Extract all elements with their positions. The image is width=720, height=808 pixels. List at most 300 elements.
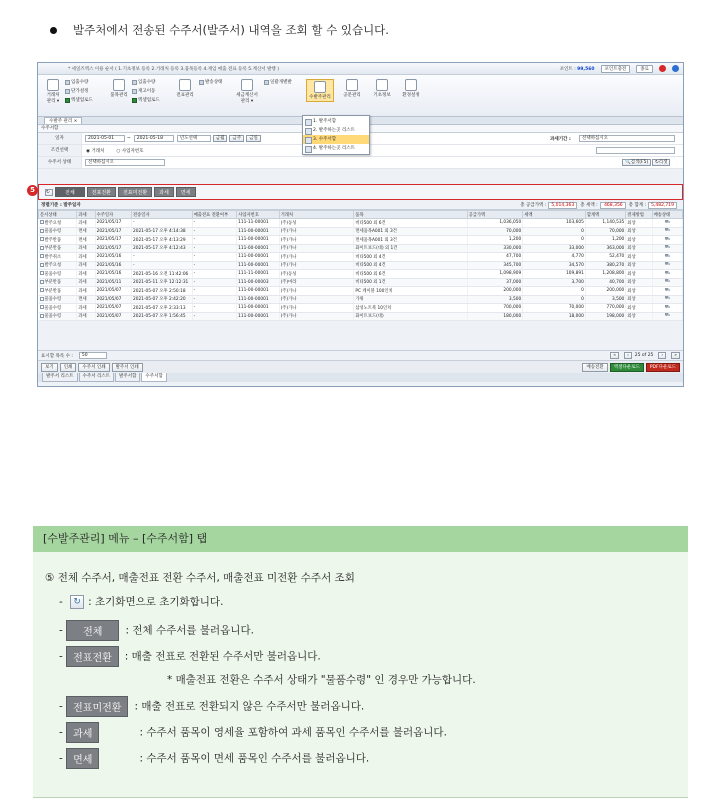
table-cell: 발주취소 xyxy=(39,253,77,262)
table-cell: 180,000 xyxy=(467,312,523,321)
row-checkbox[interactable] xyxy=(40,263,44,267)
row-checkbox[interactable] xyxy=(40,254,44,258)
table-cell: - xyxy=(192,270,236,279)
table-cell: (주)마라 xyxy=(279,278,354,287)
order-icon xyxy=(314,81,326,93)
move-icon xyxy=(132,89,137,94)
table-cell: 외상 xyxy=(626,270,652,279)
table-cell: 과세 xyxy=(77,219,95,228)
tax-value: 468,356 xyxy=(600,202,626,209)
table-row[interactable] xyxy=(39,244,683,253)
table-cell: 700,000 xyxy=(467,304,523,313)
delivery-icon: ⛟ xyxy=(652,287,682,296)
table-cell: - xyxy=(192,236,236,245)
rows-select[interactable]: 50 xyxy=(79,352,107,359)
table-cell: 과세 xyxy=(77,261,95,270)
table-cell: (주)가나 xyxy=(279,287,354,296)
table-cell: - xyxy=(131,261,192,270)
table-cell: (주)가나 xyxy=(279,253,354,262)
table-cell: 1,098,909 xyxy=(467,270,523,279)
stock-icon xyxy=(65,80,70,85)
table-cell: 52,470 xyxy=(585,253,625,262)
table-cell: 과세 xyxy=(77,304,95,313)
excel-icon xyxy=(132,98,137,103)
table-cell: 2021/05/16 xyxy=(95,261,131,270)
row-checkbox[interactable] xyxy=(40,305,44,309)
table-cell: 삼성노트북 10인치 xyxy=(354,304,467,313)
table-cell: 물품수령 xyxy=(39,295,77,304)
delivery-icon: ⛟ xyxy=(652,227,682,236)
date-from-input[interactable]: 2021-05-01 xyxy=(85,135,125,142)
table-cell: 111-00-00001 xyxy=(237,236,279,245)
table-cell: 외상 xyxy=(626,219,652,228)
table-row[interactable] xyxy=(39,236,683,245)
row-checkbox[interactable] xyxy=(40,271,44,275)
tax-label: 총 세액 : xyxy=(580,203,598,208)
table-cell: (주)동성 xyxy=(279,270,354,279)
titlebar xyxy=(38,63,683,75)
radio-client[interactable]: ◉ 거래처 xyxy=(86,148,105,154)
slip-mgmt-button[interactable]: 전표관리 xyxy=(174,79,196,98)
filter-unconverted-button[interactable]: 전표미전환 xyxy=(118,187,152,197)
table-cell: 2021/05/07 xyxy=(95,295,131,304)
table-cell: 물품수령 xyxy=(39,270,77,279)
basic-info-button[interactable]: 기초정보 xyxy=(371,79,393,98)
view-button[interactable]: 보기 xyxy=(41,363,58,372)
slip-status-button[interactable]: 발송상태 xyxy=(199,79,222,85)
table-cell: 물품수령 xyxy=(39,304,77,313)
table-row[interactable] xyxy=(39,287,683,296)
callout-marker: 5 xyxy=(27,185,38,196)
excel-upload-button[interactable]: 엑셀업로드 xyxy=(65,97,93,103)
table-cell: 2021/05/16 xyxy=(95,253,131,262)
table-cell: 외상 xyxy=(626,227,652,236)
table-cell: 0 xyxy=(523,287,586,296)
gear-icon xyxy=(405,79,417,91)
table-cell: 1,200 xyxy=(467,236,523,245)
column-header[interactable]: 전송일자 xyxy=(131,211,192,219)
total-value: 5,482,719 xyxy=(648,202,677,209)
page-indicator: 25 of 25 xyxy=(634,353,654,358)
delivery-icon: ⛟ xyxy=(652,278,682,287)
table-cell: 200,000 xyxy=(585,287,625,296)
table-cell: 과세 xyxy=(77,270,95,279)
refresh-icon: ↻ xyxy=(70,595,84,609)
table-cell: 2021-05-07 오후 2:33:13 xyxy=(131,304,192,313)
table-cell: 면세품목A001 외 3건 xyxy=(354,227,467,236)
status-select[interactable]: 선택하십시오 xyxy=(85,159,165,166)
column-header[interactable]: 수주일자 xyxy=(95,211,131,219)
radio-bizno[interactable]: ○ 사업자번호 xyxy=(116,148,144,154)
today-button[interactable]: 금일 xyxy=(246,135,261,142)
pager xyxy=(38,350,683,360)
excel-upload2-button[interactable]: 엑셀업로드 xyxy=(132,97,160,103)
table-cell: 2021/05/16 xyxy=(95,270,131,279)
condition-input[interactable] xyxy=(596,147,675,154)
column-header[interactable]: 공급가액 xyxy=(467,211,523,219)
table-cell: - xyxy=(192,312,236,321)
delivery-icon: ⛟ xyxy=(652,295,682,304)
column-header[interactable]: 세액 xyxy=(523,211,586,219)
client-mgmt-button[interactable]: 거래처 관리 ▾ xyxy=(44,79,62,104)
table-cell: 외상 xyxy=(626,304,652,313)
delivery-icon: ⛟ xyxy=(652,244,682,253)
delivery-icon: ⛟ xyxy=(652,312,682,321)
table-cell: 103,605 xyxy=(523,219,586,228)
table-cell: 외상 xyxy=(626,253,652,262)
purchase-print-button[interactable]: 발주서 인쇄 xyxy=(112,363,143,372)
table-cell: 111-00-00001 xyxy=(237,304,279,313)
table-cell: 비타500 외 6건 xyxy=(354,219,467,228)
table-cell: 2021/05/17 xyxy=(95,244,131,253)
help-icon[interactable] xyxy=(672,65,679,72)
table-cell: 과세 xyxy=(77,244,95,253)
table-cell: (주)가나 xyxy=(279,236,354,245)
table-cell: 과세 xyxy=(77,253,95,262)
table-cell: - xyxy=(192,244,236,253)
delivery-icon: ⛟ xyxy=(652,219,682,228)
table-body xyxy=(39,219,683,321)
table-cell: 2021/05/07 xyxy=(95,287,131,296)
table-cell: 2021-05-07 오후 1:56:45 xyxy=(131,312,192,321)
table-cell: 외상 xyxy=(626,236,652,245)
table-cell: 2021/05/07 xyxy=(95,304,131,313)
table-cell: 외상 xyxy=(626,244,652,253)
supply-label: 총 공급가액 : xyxy=(520,203,547,208)
table-cell: 111-00-00001 xyxy=(237,227,279,236)
tab-order-box[interactable]: 수주서함 xyxy=(141,373,166,382)
table-cell: 345,700 xyxy=(467,261,523,270)
line-taxfree: - 면세 : 수주서 품목이 면세 품목인 수주서를 불러옵니다. xyxy=(59,748,369,769)
filter-taxable-button[interactable]: 과세 xyxy=(154,187,174,197)
table-cell: 18,000 xyxy=(523,312,586,321)
table-cell: 111-00-00001 xyxy=(237,312,279,321)
table-cell: 2021-05-17 오후 4:13:29 xyxy=(131,236,192,245)
table-cell: 외상 xyxy=(626,312,652,321)
table-row[interactable] xyxy=(39,295,683,304)
table-row[interactable] xyxy=(39,253,683,262)
tab-purchase-list[interactable]: 발주서 리스트 xyxy=(42,373,78,382)
table-cell: 0 xyxy=(523,236,586,245)
table-cell: 111-11-00001 xyxy=(237,219,279,228)
bulk-issue-button[interactable]: 일괄개별발 xyxy=(264,79,292,85)
filter-all-button[interactable]: 전체 xyxy=(55,187,85,197)
section-title: 수주서함 xyxy=(38,125,683,133)
table-row[interactable] xyxy=(39,261,683,270)
table-cell: - xyxy=(192,227,236,236)
tax-invoice-button[interactable]: 세금계산서 관리 ▾ xyxy=(234,79,260,104)
delivery-icon: ⛟ xyxy=(652,236,682,245)
explanation-box xyxy=(33,526,688,798)
column-header[interactable]: 거래처 xyxy=(279,211,354,219)
table-cell: 외상 xyxy=(626,295,652,304)
table-cell: 70,000 xyxy=(467,227,523,236)
row-checkbox[interactable] xyxy=(40,314,44,318)
table-row[interactable] xyxy=(39,270,683,279)
table-cell: 외상 xyxy=(626,287,652,296)
table-cell: - xyxy=(192,295,236,304)
table-cell: (주)동성 xyxy=(279,219,354,228)
table-cell: 363,000 xyxy=(585,244,625,253)
table-cell: 770,000 xyxy=(585,304,625,313)
notice-mgmt-button[interactable]: 공문관리 xyxy=(341,79,363,98)
table-cell: 34,570 xyxy=(523,261,586,270)
order-mgmt-dropdown xyxy=(302,115,370,155)
row-checkbox[interactable] xyxy=(40,246,44,250)
table-cell: 2021-05-07 오후 2:42:20 xyxy=(131,295,192,304)
dropdown-item[interactable]: 1. 발주서함 xyxy=(303,117,369,126)
tag-taxfree: 면세 xyxy=(66,748,99,769)
column-header[interactable]: 합계액 xyxy=(585,211,625,219)
filter-bar xyxy=(38,184,683,200)
database-icon xyxy=(376,79,388,91)
supply-value: 5,014,363 xyxy=(548,202,577,209)
table-header xyxy=(39,211,683,219)
table-cell: 면세 xyxy=(77,227,95,236)
order-print-button[interactable]: 수주서 인쇄 xyxy=(78,363,109,372)
delivery-icon: ⛟ xyxy=(652,253,682,262)
filter-converted-button[interactable]: 전표전환 xyxy=(87,187,116,197)
table-cell: 부분반품 xyxy=(39,244,77,253)
tab-order-list[interactable]: 수주서 리스트 xyxy=(79,373,115,382)
delivery-icon: ⛟ xyxy=(652,270,682,279)
line-unconverted: - 전표미전환 : 매출 전표로 전환되지 않은 수주서만 불러옵니다. xyxy=(59,696,364,717)
settings-button[interactable]: 환경설정 xyxy=(400,79,422,98)
table-row[interactable] xyxy=(39,278,683,287)
table-cell: 47,700 xyxy=(467,253,523,262)
status-row xyxy=(38,157,683,169)
prev-button[interactable]: ‹ xyxy=(624,352,632,359)
table-cell: 외상 xyxy=(626,278,652,287)
points-value: 99,560 xyxy=(577,66,595,72)
tag-converted: 전표전환 xyxy=(66,646,119,667)
tab-order-mgmt[interactable]: 수발주 관리 × xyxy=(44,117,82,124)
date-to-input[interactable]: 2021-05-18 xyxy=(134,135,174,142)
table-cell: 부분반품 xyxy=(39,278,77,287)
table-row[interactable] xyxy=(39,304,683,313)
rows-label: 표시할 목록 수 : xyxy=(41,353,73,359)
row-checkbox[interactable] xyxy=(40,297,44,301)
row-checkbox[interactable] xyxy=(40,220,44,224)
table-cell: 면세 xyxy=(77,295,95,304)
explanation-title: ⑤ 전체 수주서, 매출전표 전환 수주서, 매출전표 미전환 수주서 조회 xyxy=(45,572,355,584)
point-charge-button[interactable]: 포인트충전 xyxy=(601,65,631,73)
excel-download-button[interactable]: 엑셀다운로드 xyxy=(610,363,644,372)
column-header[interactable]: 품목 xyxy=(354,211,467,219)
status-icon xyxy=(199,80,204,85)
bottom-tabs xyxy=(38,373,683,382)
table-cell: 면세 xyxy=(77,236,95,245)
column-header[interactable]: 문서상태 xyxy=(39,211,77,219)
table-cell: 1,036,050 xyxy=(467,219,523,228)
column-header[interactable]: 과세 xyxy=(77,211,95,219)
excel-icon xyxy=(65,98,70,103)
sort-label: 정렬기준 : 발주일자 xyxy=(41,203,81,208)
table-cell: 2021/05/11 xyxy=(95,278,131,287)
table-cell: 2021/05/17 xyxy=(95,219,131,228)
date-label: 일자 xyxy=(38,133,82,144)
table-cell: 1,200 xyxy=(585,236,625,245)
refresh-icon[interactable]: ↻ xyxy=(45,189,53,196)
delivery-button[interactable]: 배송전환 xyxy=(582,363,607,372)
explanation-header: [수발주관리] 메뉴 – [수주서함] 탭 xyxy=(33,526,688,552)
dropdown-item[interactable]: 4. 발주하는곳 리스트 xyxy=(303,144,369,153)
row-checkbox[interactable] xyxy=(40,237,44,241)
table-cell: 1,140,535 xyxy=(585,219,625,228)
table-cell: 109,891 xyxy=(523,270,586,279)
table-row[interactable] xyxy=(39,312,683,321)
stock-reg-button[interactable]: 입출수량 xyxy=(65,79,88,85)
column-header[interactable]: 결제방법 xyxy=(626,211,652,219)
close-icon[interactable] xyxy=(659,65,666,72)
table-cell: (주)가나 xyxy=(279,304,354,313)
table-cell: 2021-05-11 오후 12:12:31 xyxy=(131,278,192,287)
table-cell: (주)가나 xyxy=(279,295,354,304)
tax-period-label: 과세기간 : xyxy=(550,136,571,142)
table-cell: 외상 xyxy=(626,261,652,270)
bullet-icon xyxy=(50,27,57,34)
column-header[interactable]: 매출전표 전환여부 xyxy=(192,211,236,219)
table-cell: 111-11-00001 xyxy=(237,270,279,279)
table-cell: 111-00-00001 xyxy=(237,244,279,253)
notice-icon xyxy=(346,79,358,91)
table-cell: 2021/05/17 xyxy=(95,236,131,245)
search-button[interactable]: 🔍검색(F5) xyxy=(622,159,651,166)
table-cell: 70,000 xyxy=(523,304,586,313)
delivery-icon: ⛟ xyxy=(652,304,682,313)
table-cell: 발주요청 xyxy=(39,261,77,270)
dropdown-item-selected[interactable]: 3. 수주서함 xyxy=(303,135,369,144)
table-cell: 70,000 xyxy=(585,227,625,236)
table-cell: 가위 xyxy=(354,295,467,304)
filter-taxfree-button[interactable]: 면세 xyxy=(176,187,196,197)
intro-text xyxy=(50,22,389,38)
total-label: 총 합계 : xyxy=(628,203,647,208)
bulk-icon xyxy=(264,80,269,85)
usage-notice: * 세일즈엑스 이용 순서 ( 1.기초정보 등록 2.거래처 등록 3.품목등록 4.재입 매출 전표 등록 5.계산서 발행 ) xyxy=(68,66,279,72)
table-cell: (주)가나 xyxy=(279,227,354,236)
line-converted: - 전표전환 : 매출 전표로 전환된 수주서만 불러옵니다. xyxy=(59,646,321,667)
this-month-button[interactable]: 금월 xyxy=(213,135,228,142)
table-cell: 111-00-00003 xyxy=(237,278,279,287)
table-cell: 물품수령 xyxy=(39,312,77,321)
table-cell: - xyxy=(131,219,192,228)
table-cell: 3,500 xyxy=(585,295,625,304)
table-cell: 33,000 xyxy=(523,244,586,253)
table-cell: 발주요청 xyxy=(39,219,77,228)
table-cell: 2021-05-16 오전 11:42:06 xyxy=(131,270,192,279)
tag-unconverted: 전표미전환 xyxy=(66,696,128,717)
column-header[interactable]: 사업자번호 xyxy=(237,211,279,219)
table-cell: - xyxy=(192,304,236,313)
table-cell: 과세 xyxy=(77,287,95,296)
table-cell: 111-00-00001 xyxy=(237,261,279,270)
table-cell: 면세품목A001 외 3건 xyxy=(354,236,467,245)
next-button[interactable]: › xyxy=(658,352,666,359)
tab-purchase-box[interactable]: 발주서함 xyxy=(115,373,140,382)
delivery-icon: ⛟ xyxy=(652,261,682,270)
exit-button[interactable]: 종료 xyxy=(636,65,653,73)
order-mgmt-button[interactable]: 수발주관리 xyxy=(306,79,334,102)
last-page-button[interactable]: » xyxy=(671,352,680,359)
condition-label: 조건선택 xyxy=(38,145,82,156)
column-header[interactable]: 배송상태 xyxy=(652,211,682,219)
tax-period-select[interactable]: 선택하십시오 xyxy=(579,135,675,142)
line-note: * 매출전표 전환은 수주서 상태가 "물품수령" 인 경우만 가능합니다. xyxy=(167,674,476,686)
table-cell: 2021-05-07 오후 2:50:18 xyxy=(131,287,192,296)
table-cell: - xyxy=(192,278,236,287)
stock-in-button[interactable]: 입출수량 xyxy=(132,79,155,85)
line-taxable: - 과세 : 수주서 품목이 영세율 포함하여 과세 품목인 수주서를 불러옵니다. xyxy=(59,722,447,743)
stock-move-button[interactable]: 재고이동 xyxy=(132,88,155,94)
row-checkbox[interactable] xyxy=(40,229,44,233)
print-button[interactable]: 인쇄 xyxy=(60,363,77,372)
table-cell: 화이트보드(대) 외 1건 xyxy=(354,244,467,253)
table-cell: 330,000 xyxy=(467,244,523,253)
table-cell: - xyxy=(192,287,236,296)
table-cell: PC 케이블 100인치 xyxy=(354,287,467,296)
table-cell: 380,270 xyxy=(585,261,625,270)
table-cell: 111-00-00001 xyxy=(237,287,279,296)
table-row[interactable] xyxy=(39,219,683,228)
table-row[interactable] xyxy=(39,227,683,236)
status-label: 수주서 상태 xyxy=(38,157,82,168)
table-cell: 3,500 xyxy=(467,295,523,304)
item-icon xyxy=(113,79,125,91)
bottom-toolbar xyxy=(38,360,683,373)
reset-button[interactable]: ↻리셋 xyxy=(652,159,670,166)
table-cell: 2021/05/17 xyxy=(95,227,131,236)
this-week-button[interactable]: 금주 xyxy=(229,135,244,142)
table-cell: 비타500 외 4건 xyxy=(354,261,467,270)
row-checkbox[interactable] xyxy=(40,280,44,284)
table-cell: 40,700 xyxy=(585,278,625,287)
table-cell: 198,000 xyxy=(585,312,625,321)
footer-area xyxy=(38,350,683,382)
table-cell: - xyxy=(192,253,236,262)
tag-taxable: 과세 xyxy=(66,722,99,743)
row-checkbox[interactable] xyxy=(40,288,44,292)
price-icon xyxy=(65,89,70,94)
table-cell: (주)가나 xyxy=(279,244,354,253)
date-row: 일자 2021-05-01 ~ 2021-05-18 년도선택 금월 금주 금일 과세기간 : 선택하십시오 xyxy=(38,133,683,145)
table-cell: 200,000 xyxy=(467,287,523,296)
table-cell: 0 xyxy=(523,295,586,304)
order-table xyxy=(38,210,683,321)
prev-page-button[interactable]: « xyxy=(610,352,619,359)
invoice-icon xyxy=(241,79,253,91)
table-cell: 비타500 외 6건 xyxy=(354,270,467,279)
table-cell: 111-00-00001 xyxy=(237,253,279,262)
table-cell: - xyxy=(131,253,192,262)
table-cell: 2021-05-17 오후 4:14:38 xyxy=(131,227,192,236)
year-select[interactable]: 년도선택 xyxy=(177,135,211,142)
table-cell: 37,000 xyxy=(467,278,523,287)
table-cell: (주)가나 xyxy=(279,312,354,321)
tag-all: 전체 xyxy=(66,620,119,641)
table-cell: 과세 xyxy=(77,278,95,287)
dropdown-item[interactable]: 2. 발주하는곳 리스트 xyxy=(303,126,369,135)
table-cell: 0 xyxy=(523,227,586,236)
intro-label: 발주처에서 전송된 수주서(발주서) 내역을 조회 할 수 있습니다. xyxy=(73,23,389,37)
points-display: 포인트 : 99,560 xyxy=(559,66,595,72)
slip-icon xyxy=(179,79,191,91)
table-cell: 3,700 xyxy=(523,278,586,287)
unit-price-button[interactable]: 단가설정 xyxy=(65,88,88,94)
item-mgmt-button[interactable]: 품목관리 xyxy=(108,79,130,98)
pdf-download-button[interactable]: PDF다운로드 xyxy=(646,363,680,372)
table-cell: 비타500 외 1건 xyxy=(354,278,467,287)
